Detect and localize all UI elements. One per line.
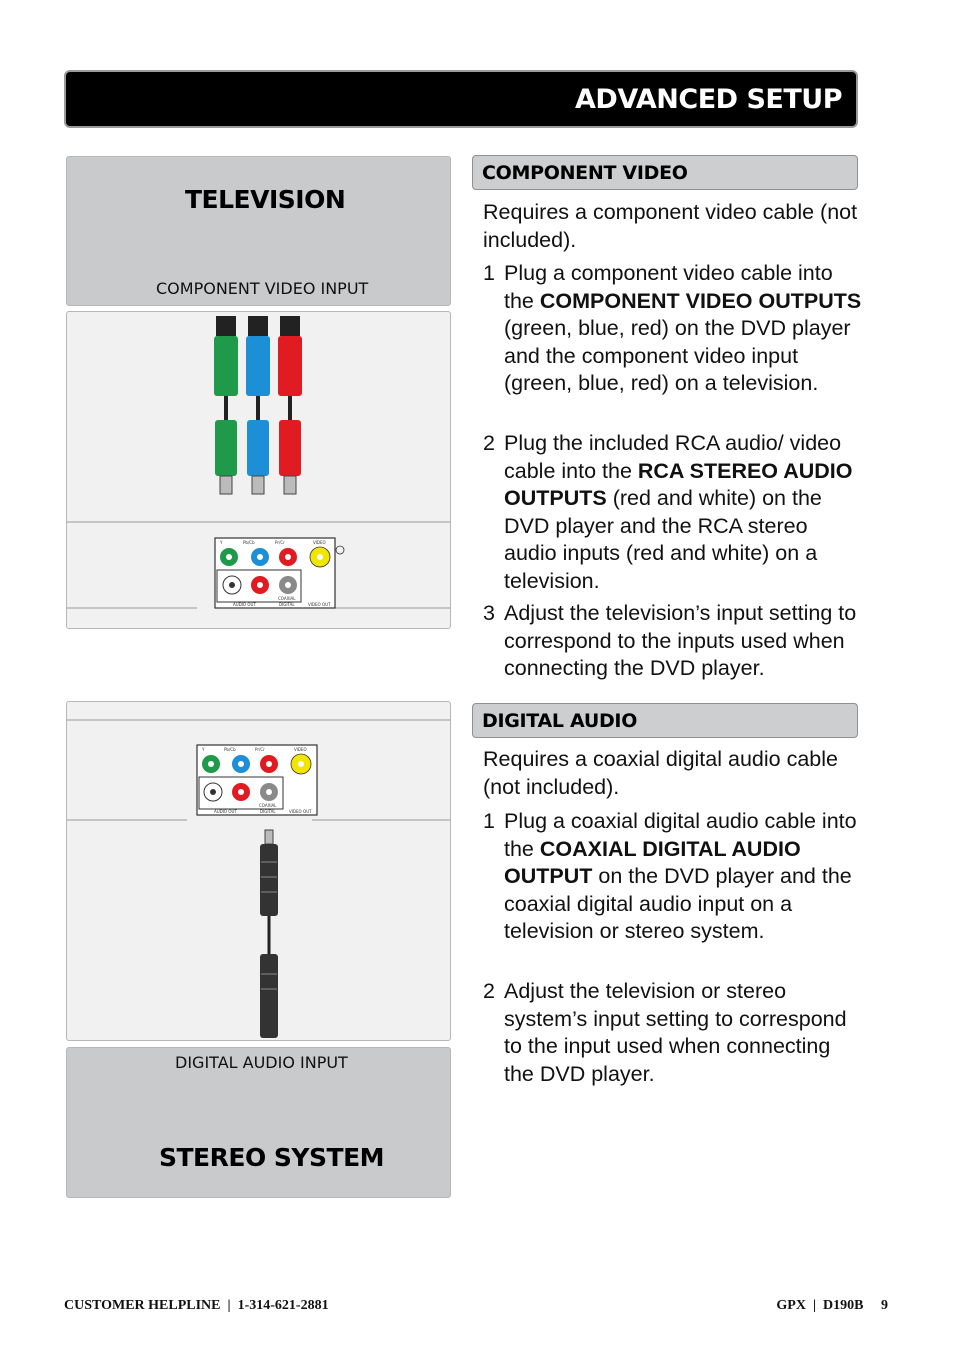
- jack2-label-digital: DIGITAL: [260, 809, 276, 814]
- coaxial-cable: [260, 830, 278, 1038]
- television-box: [66, 156, 451, 306]
- jack-label-y: Y: [220, 540, 223, 545]
- header-bar: [66, 72, 856, 126]
- jack-label-video-out: VIDEO OUT: [308, 602, 331, 607]
- step-text: Plug a component video cable into the COMPONENT VIDEO OUTPUTS (green, blue, red) on the DVD player and the component video input (green, blue, red) on a television.: [504, 261, 862, 395]
- step-text: Adjust the television or stereo system’s input setting to correspond to the input used when connecting the DVD player.: [504, 979, 847, 1086]
- customer-helpline: CUSTOMER HELPLINE | 1-314-621-2881: [64, 1298, 329, 1313]
- step-number: 2: [483, 979, 495, 1003]
- step-text: Adjust the television’s input setting to correspond to the inputs used when connecting the DVD player.: [504, 601, 857, 680]
- stereo-system-box: [66, 1047, 451, 1198]
- step-number: 1: [483, 809, 495, 833]
- step-number: 2: [483, 431, 495, 455]
- coaxial-cable-illustration: [66, 701, 451, 1041]
- jack-label-pr: Pr/Cr: [275, 540, 285, 545]
- step-text: Plug the included RCA audio/ video cable into the RCA STEREO AUDIO OUTPUTS (red and white) on the DVD player and the RCA stereo audio inputs (red and white) on a television.: [504, 431, 853, 593]
- digital-audio-heading-bar: [472, 703, 858, 738]
- component-video-heading: COMPONENT VIDEO: [482, 162, 688, 184]
- component-cable-illustration: [66, 311, 451, 629]
- jack2-label-video: VIDEO: [294, 747, 307, 752]
- television-title: TELEVISION: [185, 185, 346, 214]
- green-cable: [214, 316, 238, 494]
- stereo-system-title: STEREO SYSTEM: [159, 1143, 385, 1172]
- jack2-label-audio-out: AUDIO OUT: [214, 809, 237, 814]
- component-intro: Requires a component video cable (not included).: [483, 200, 858, 252]
- jack-label-pb: Pb/Cb: [243, 540, 255, 545]
- coaxial-cable-svg: [67, 702, 450, 1040]
- jack2-label-pr: Pr/Cr: [255, 747, 265, 752]
- step-number: 3: [483, 601, 495, 625]
- model-page-number: GPX | D190B 9: [776, 1298, 888, 1313]
- jack-label-audio-out: AUDIO OUT: [233, 602, 256, 607]
- blue-cable: [246, 316, 270, 494]
- component-video-heading-bar: [472, 155, 858, 190]
- component-video-input-label: COMPONENT VIDEO INPUT: [156, 279, 369, 298]
- jack2-label-coaxial: COAXIAL: [259, 803, 277, 808]
- dvd-jack-panel: [215, 538, 344, 608]
- jack-label-video: VIDEO: [313, 540, 326, 545]
- digital-audio-heading: DIGITAL AUDIO: [482, 710, 638, 732]
- page-title: ADVANCED SETUP: [575, 84, 842, 115]
- digital-audio-input-label: DIGITAL AUDIO INPUT: [175, 1053, 348, 1072]
- red-cable: [278, 316, 302, 494]
- component-cables-svg: [67, 312, 450, 628]
- jack2-label-pb: Pb/Cb: [224, 747, 236, 752]
- step-number: 1: [483, 261, 495, 285]
- jack2-label-video-out: VIDEO OUT: [289, 809, 312, 814]
- jack2-label-y: Y: [202, 747, 205, 752]
- jack-label-digital: DIGITAL: [279, 602, 295, 607]
- dvd-jack-panel-2: [197, 745, 317, 815]
- step-text: Plug a coaxial digital audio cable into the COAXIAL DIGITAL AUDIO OUTPUT on the DVD player and the coaxial digital audio input on a television or stereo system.: [504, 809, 857, 943]
- jack-label-coaxial: COAXIAL: [278, 596, 296, 601]
- digital-intro: Requires a coaxial digital audio cable (not included).: [483, 747, 838, 799]
